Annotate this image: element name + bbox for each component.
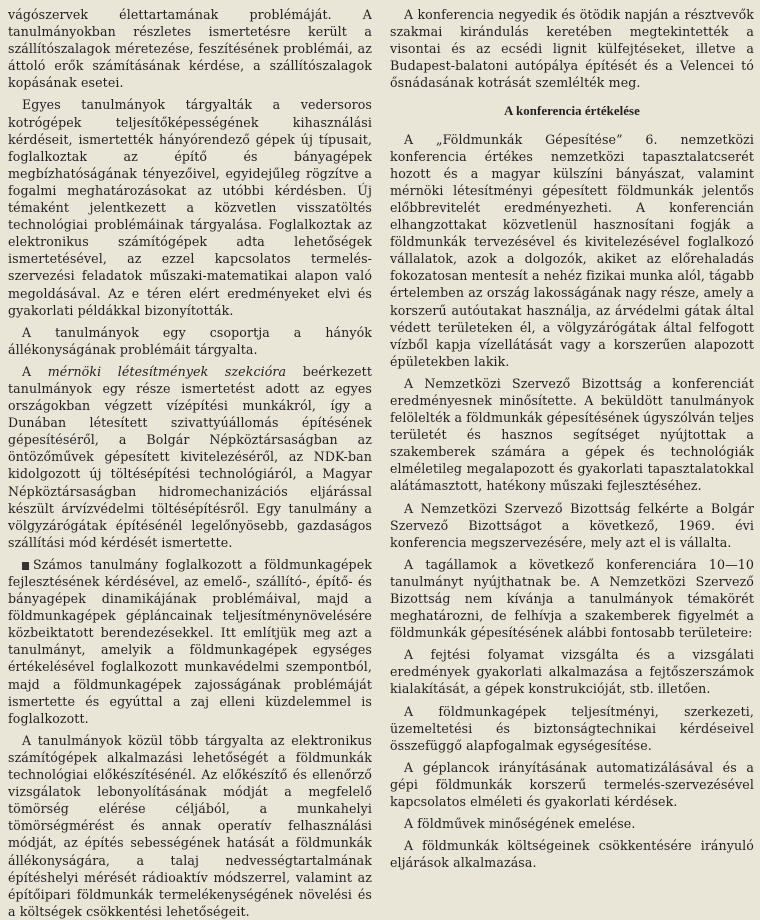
paragraph: vágószervek élettartamának problémáját. A tanulmányokban részletes ismertetésre került a szállítószalagok méretezése, feszítésének problémái, az áttoló erők számításának kérdése, a szállítószalagok kopásának esetei. <box>8 7 372 91</box>
text-run: Számos tanulmány foglalkozott a földmunkagépek fejlesztésének kérdésével, az emelő-, szállító-, építő- és bányagépek dinamikájának problémáival, majd a földmunkagépek gépláncainak teljesítménynövelésére közbeiktatott berendezésekkel. Itt említjük meg azt a tanulmányt, amelyik a földmunkagépek egységes értékelésével foglalkozott munkavédelmi szempontból, majd a földmunkagépek zajosságának problémáját ismertette és egyúttal a zaj elleni küzdelemmel is foglalkozott. <box>8 556 372 726</box>
paragraph-engineering-section <box>8 363 372 551</box>
list-item: A földmunkagépek teljesítményi, szerkezeti, üzemeltetési és biztonságtechnikai kérdéseivel összefüggő alapfogalmak egységesítése. <box>390 703 754 753</box>
list-item: A földművek minőségének emelése. <box>404 816 636 832</box>
left-column <box>8 6 372 919</box>
text-run: beérkezett tanulmányok egy része ismertetést adott az egyes országokban végzett vízépítési munkákról, így a Dunában létesített szivattyúállomás építésének gépesítéséről, a Bolgár Népköztársaságban az öntözőművek gépesített kivitelezéséről, az NDK-ban kidolgozott új töltésépítési technológiáról, a Magyar Népköztársaságban hidromechanizációs eljárással készült árvízvédelmi töltésépítésről. Egy tanulmány a völgyzárógátak építésénél legelőnyösebb, gazdaságos szállítási mód kérdését ismertette. <box>8 363 372 550</box>
text-run: A <box>22 363 48 379</box>
paragraph: A tanulmányok közül több tárgyalta az elektronikus számítógépek alkalmazási lehetőségét a földmunkák technológiai előkészítésénél. Az előkészítő és ellenőrző vizsgálatok lebonyolításának módját a megfelelő tömörség elérése céljából, a munkahelyi tömörségmérést és annak operatív felhasználási módját, az építés sebességének hatását a földmunkák állékonyságára, a talaj nedvességtartalmának építéshelyi mérését rádioaktív módszerrel, valamint az építőipari földmunkák termelékenységének növelési és a költségek csökkentési lehetőségeit. <box>8 732 372 919</box>
list-item: A fejtési folyamat vizsgálta és a vizsgálati eredmények gyakorlati alkalmazása a fejtőszerszámok kialakítását, a gépek konstrukcióját, stb. illetően. <box>390 647 754 697</box>
emphasized-term: mérnöki létesítmények szekcióra <box>47 363 287 379</box>
paragraph <box>8 556 372 727</box>
paragraph: A konferencia negyedik és ötödik napján a résztvevők szakmai kirándulás keretében megtekintették a visontai és az ecsédi lignit külfejtéseket, illetve a Budapest-balatoni autópálya építését és a Velencei tó ősnádasának kotrását szemlélték meg. <box>390 7 754 91</box>
section-heading: A konferencia értékelése <box>504 104 640 119</box>
list-item: A földmunkák költségeinek csökkentésére irányuló eljárások alkalmazása. <box>390 838 754 871</box>
paragraph: A Nemzetközi Szervező Bizottság felkérte a Bolgár Szervező Bizottságot a következő, 1969. évi konferencia megszervezésére, mely azt el is vállalta. <box>390 500 754 550</box>
paragraph: A tanulmányok egy csoportja a hányók állékonyságának problémáit tárgyalta. <box>8 324 372 357</box>
paragraph: A Nemzetközi Szervező Bizottság a konferenciát eredményesnek minősítette. A beküldött tanulmányok felölelték a földmunkák gépesítésének úgyszólván teljes területét és hasznos segítséget nyújtottak a szakemberek számára a gépek és technológiák elméletileg megalapozott és gyakorlati tapasztalatokkal alátámasztott, hatékony műszaki fejlesztéséhez. <box>390 375 754 494</box>
paragraph: A „Földmunkák Gépesítése” 6. nemzetközi konferencia értékes nemzetközi tapasztalatcserét hozott és a magyar külszíni bányászat, valamint mérnöki létesítményi gépesített földmunkák jelentős előbbrevitelét eredményezheti. A konferencián elhangzottakat közvetlenül hasznosítani fogják a földmunkák tervezésével és kivitelezésével foglalkozó vállalatok, azok a dolgozók, akiket az előrehaladás fokozatosan mentesít a nehéz fizikai munka alól, tágabb értelemben az ország lakosságának nagy része, amely a korszerű autóutakat használja, az árvédelmi gátak által védett területeken él, a völgyzárógátak által felfogott vízből kapja vízellátását vagy a korszerűen alapozott épületekben lakik. <box>390 131 754 369</box>
paragraph: A tagállamok a következő konferenciára 10—10 tanulmányt nyújthatnak be. A Nemzetközi Szervező Bizottság nem kívánja a tanulmányok témakörét meghatározni, de felhívja a szakemberek figyelmét a földmunkák gépesítésének alábbi fontosabb területeire: <box>390 556 754 641</box>
list-item: A géplancok irányításának automatizálásával és a gépi földmunkák korszerű termelés-szervezésével kapcsolatos elméleti és gyakorlati kérdések. <box>390 759 754 810</box>
print-mark-icon <box>22 562 29 570</box>
right-column <box>390 6 754 871</box>
paragraph: Egyes tanulmányok tárgyalták a vedersoros kotrógépek teljesítőképességének kihasználási kérdéseit, ismertették hányórendező gépek új típusait, foglalkoztak az építő és bányagépek megbízhatóságának tényezőivel, egyidejűleg rögzítve a fogalmi meghatározásokat az utóbbi kérdésben. Új témaként jelentkezett a közvetlen visszatöltés technológiai problémáinak tárgyalása. Foglalkoztak az elektronikus számítógépek adta lehetőségek ismertetésével, az ezzel kapcsolatos termelés-szervezési feladatok műszaki-matematikai alapon való megoldásával. Az e téren elért eredményeket elvi és gyakorlati példákkal bizonyították. <box>8 97 372 318</box>
